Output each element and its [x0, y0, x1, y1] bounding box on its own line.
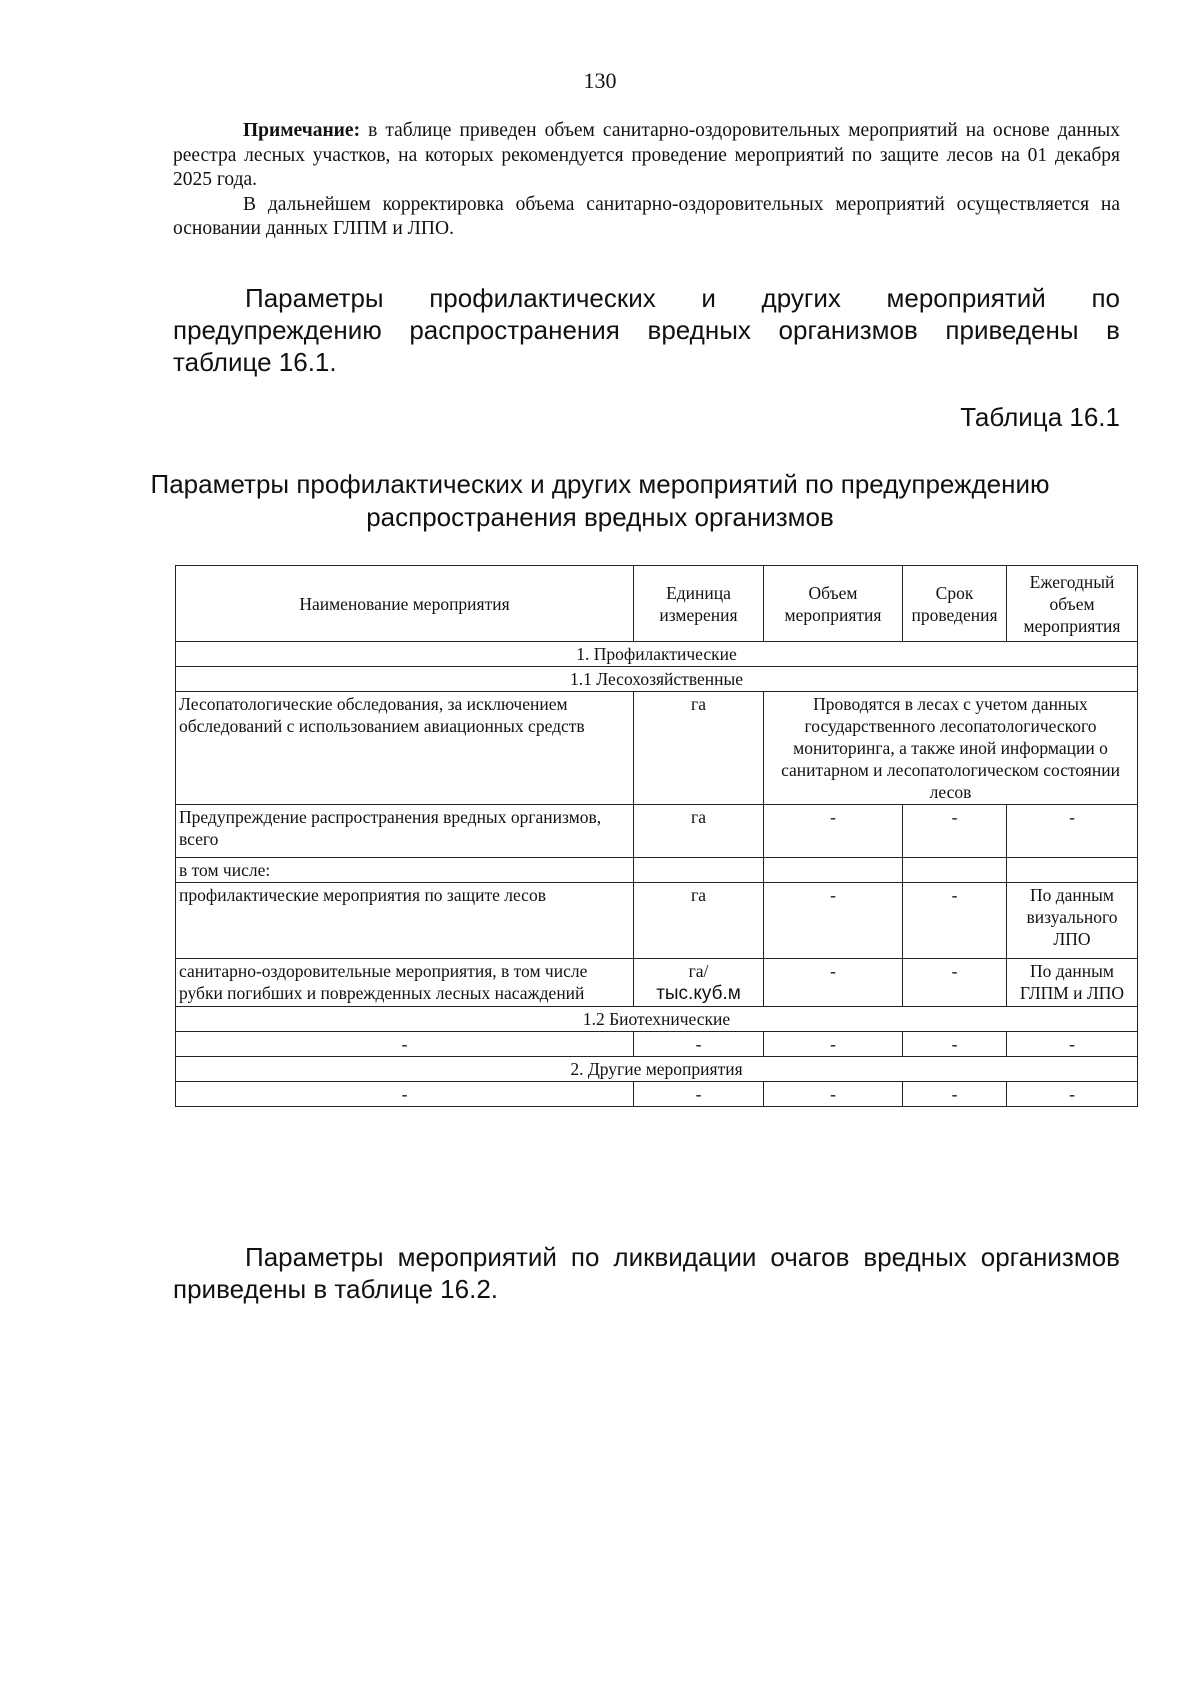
header-volume: Объем мероприятия: [764, 566, 903, 642]
cell-unit: га: [634, 805, 764, 858]
unit-line-2: тыс.куб.м: [656, 983, 741, 1004]
section-row: [176, 642, 1138, 667]
cell-volume: -: [764, 959, 903, 1007]
section-biotechnical: 1.2 Биотехнические: [176, 1007, 1138, 1032]
cell-volume: -: [764, 883, 903, 959]
cell-merged-note: Проводятся в лесах с учетом данных государственного лесопатологического мониторинга, а также иной информации о санитарном и лесопатологическом состоянии лесов: [764, 692, 1138, 805]
cell-period: -: [903, 883, 1007, 959]
table-row: [176, 959, 1138, 1007]
cell-name: профилактические мероприятия по защите лесов: [176, 883, 634, 959]
section-row: [176, 1057, 1138, 1082]
cell-annual: По данным визуального ЛПО: [1007, 883, 1138, 959]
note-block: [173, 119, 1120, 242]
cell-unit: -: [634, 1032, 764, 1057]
cell-empty: [764, 858, 903, 883]
cell-empty: [634, 858, 764, 883]
cell-unit: га: [634, 692, 764, 805]
header-unit: Единица измерения: [634, 566, 764, 642]
table-row: [176, 805, 1138, 858]
table-row: [176, 1082, 1138, 1107]
measures-table: [175, 565, 1138, 1107]
section-other: 2. Другие мероприятия: [176, 1057, 1138, 1082]
cell-period: -: [903, 1082, 1007, 1107]
unit-line-1: га/: [688, 961, 709, 981]
cell-annual: По данным ГЛПМ и ЛПО: [1007, 959, 1138, 1007]
section-prophylactic: 1. Профилактические: [176, 642, 1138, 667]
table-row: [176, 692, 1138, 805]
cell-name: -: [176, 1082, 634, 1107]
cell-name: Предупреждение распространения вредных организмов, всего: [176, 805, 634, 858]
note-paragraph-2: В дальнейшем корректировка объема санитарно-оздоровительных мероприятий осуществляется на основании данных ГЛПМ и ЛПО.: [173, 193, 1120, 239]
page-number: 130: [583, 68, 617, 93]
note-paragraph: [173, 119, 1120, 193]
cell-unit: [634, 959, 764, 1007]
table-row: [176, 883, 1138, 959]
section-forestry: 1.1 Лесохозяйственные: [176, 667, 1138, 692]
cell-period: -: [903, 805, 1007, 858]
cell-volume: -: [764, 1082, 903, 1107]
table-row: [176, 858, 1138, 883]
table-header-row: [176, 566, 1138, 642]
cell-name: Лесопатологические обследования, за исключением обследований с использованием авиационных средств: [176, 692, 634, 805]
cell-name: -: [176, 1032, 634, 1057]
cell-empty: [1007, 858, 1138, 883]
cell-name: в том числе:: [176, 858, 634, 883]
section-row: [176, 1007, 1138, 1032]
cell-volume: -: [764, 805, 903, 858]
cell-name: санитарно-оздоровительные мероприятия, в том числе рубки погибших и поврежденных лесных насаждений: [176, 959, 634, 1007]
header-annual: Ежегодный объем мероприятия: [1007, 566, 1138, 642]
cell-annual: -: [1007, 1032, 1138, 1057]
intro-paragraph: Параметры профилактических и других мероприятий по предупреждению распространения вредных организмов приведены в таблице 16.1.: [173, 283, 1120, 377]
header-name: Наименование мероприятия: [176, 566, 634, 642]
closing-paragraph: Параметры мероприятий по ликвидации очагов вредных организмов приведены в таблице 16.2.: [173, 1242, 1120, 1304]
cell-annual: -: [1007, 1082, 1138, 1107]
table-row: [176, 1032, 1138, 1057]
cell-unit: -: [634, 1082, 764, 1107]
cell-period: -: [903, 1032, 1007, 1057]
cell-annual: -: [1007, 805, 1138, 858]
table-label: Таблица 16.1: [960, 402, 1120, 432]
section-row: [176, 667, 1138, 692]
table-title: Параметры профилактических и других мероприятий по предупреждению распространения вредных организмов: [150, 469, 1050, 532]
note-label: Примечание:: [243, 120, 361, 141]
header-period: Срок проведения: [903, 566, 1007, 642]
note-text: в таблице приведен объем санитарно-оздоровительных мероприятий на основе данных реестра лесных участков, на которых рекомендуется проведение мероприятий по защите лесов на 01 декабря 2025 года.: [173, 120, 1120, 190]
cell-volume: -: [764, 1032, 903, 1057]
cell-period: -: [903, 959, 1007, 1007]
cell-empty: [903, 858, 1007, 883]
cell-unit: га: [634, 883, 764, 959]
